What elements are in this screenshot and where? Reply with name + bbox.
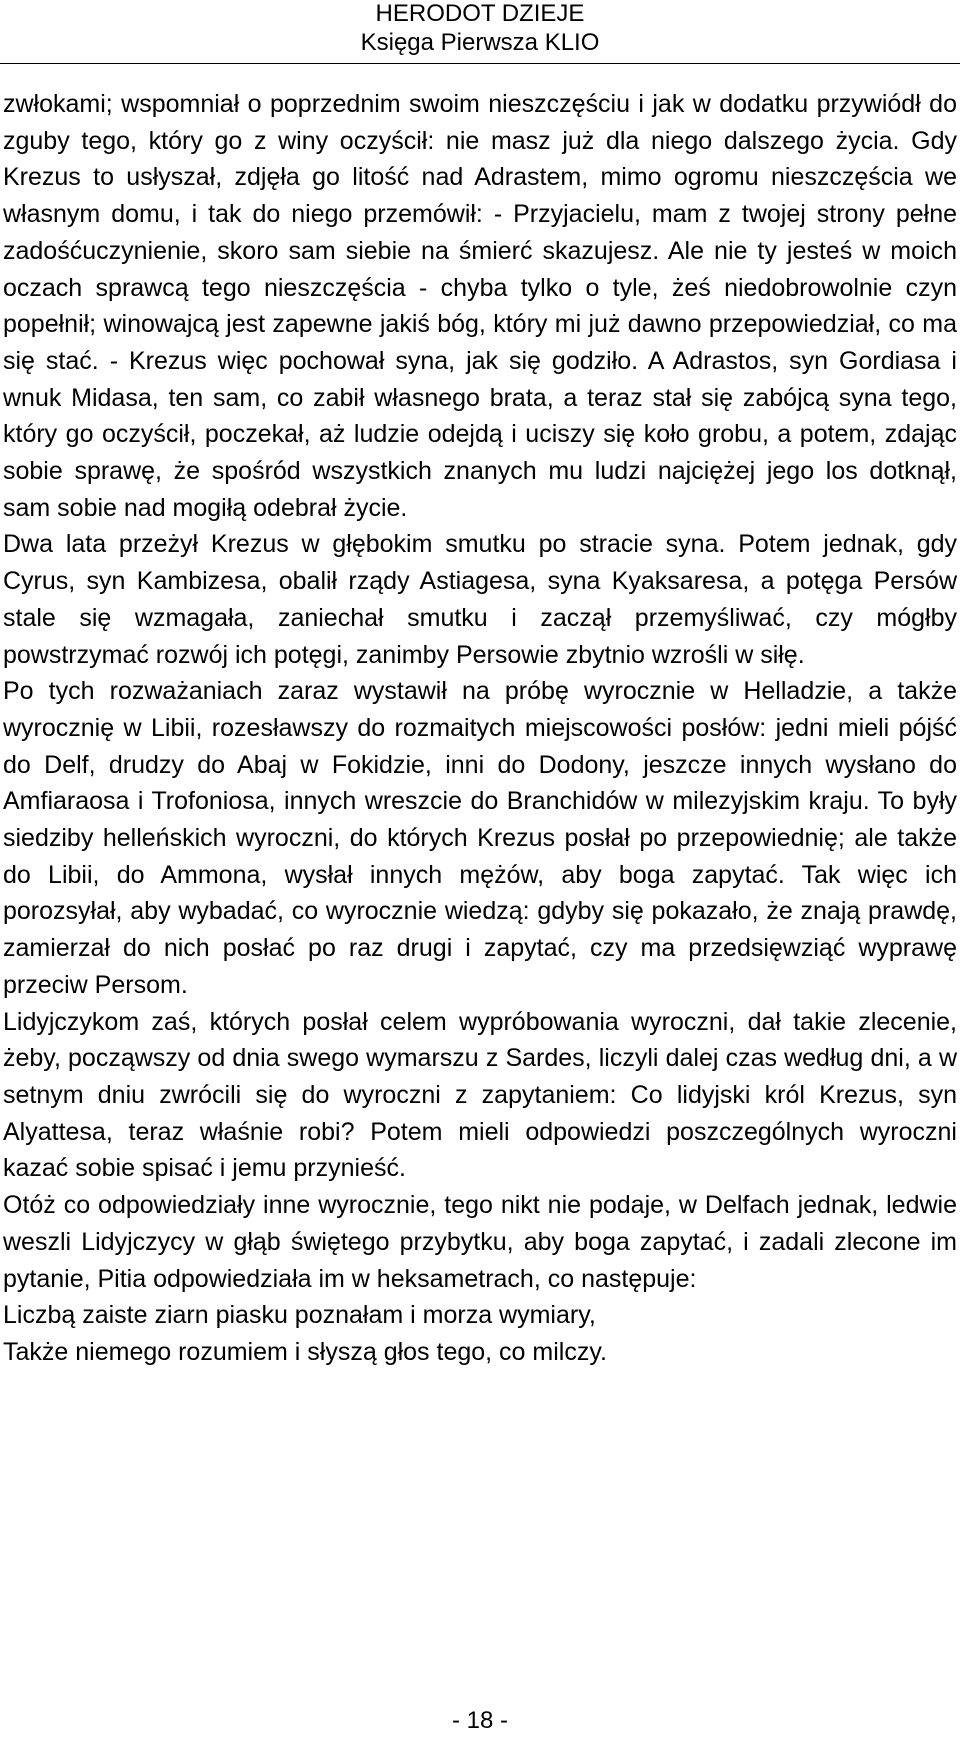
- book-title: HERODOT DZIEJE: [375, 0, 585, 27]
- book-subtitle: Księga Pierwsza KLIO: [360, 29, 600, 56]
- page-header: [0, 0, 960, 68]
- paragraph: Po tych rozważaniach zaraz wystawił na próbę wyrocznie w Helladzie, a także wyrocznię w Libii, rozesławszy do rozmaitych miejscowości posłów: jedni mieli pójść do Delf, drudzy do Abaj w Fokidzie, inni do Dodony, jeszcze innych wysłano do Amfiaraosa i Trofoniosa, innych wreszcie do Branchidów w milezyjskim kraju. To były siedziby helleńskich wyroczni, do których Krezus posłał po przepowiednię; ale także do Libii, do Ammona, wysłał innych mężów, aby boga zapytać. Tak więc ich porozsyłał, aby wybadać, co wyrocznie wiedzą: gdyby się pokazało, że znają prawdę, zamierzał do nich posłać po raz drugi i zapytać, czy ma przedsięwziąć wyprawę przeciw Persom.: [3, 677, 957, 999]
- paragraph: Lidyjczykom zaś, których posłał celem wypróbowania wyroczni, dał takie zlecenie, żeby, począwszy od dnia swego wymarszu z Sardes, liczyli dalej czas według dni, a w setnym dniu zwrócili się do wyroczni z zapytaniem: Co lidyjski król Krezus, syn Alyattesa, teraz właśnie robi? Potem mieli odpowiedzi poszczególnych wyroczni kazać sobie spisać i jemu przynieść.: [3, 1007, 957, 1183]
- verse-line: Liczbą zaiste ziarn piasku poznałam i morza wymiary,: [3, 1301, 596, 1330]
- verse-line: Także niemego rozumiem i słyszą głos tego, co milczy.: [3, 1337, 607, 1366]
- paragraph: Otóż co odpowiedziały inne wyrocznie, tego nikt nie podaje, w Delfach jednak, ledwie weszli Lidyjczycy w głąb świętego przybytku, aby boga zapytać, i zadali zlecone im pytanie, Pitia odpowiedziała im w heksametrach, co następuje:: [3, 1191, 957, 1293]
- header-divider: [0, 63, 960, 64]
- page-number: - 18 -: [451, 1707, 508, 1734]
- document-body: [3, 86, 957, 1371]
- paragraph: zwłokami; wspomniał o poprzednim swoim nieszczęściu i jak w dodatku przywiódł do zguby tego, który go z winy oczyścił: nie masz już dla niego dalszego życia. Gdy Krezus to usłyszał, zdjęła go litość nad Adrastem, mimo ogromu nieszczęścia we własnym domu, i tak do niego przemówił: - Przyjacielu, mam z twojej strony pełne zadośćuczynienie, skoro sam siebie na śmierć skazujesz. Ale nie ty jesteś w moich oczach sprawcą tego nieszczęścia - chyba tylko o tyle, żeś niedobrowolnie czyn popełnił; winowajcą jest zapewne jakiś bóg, który mi już dawno przepowiedział, co ma się stać. - Krezus więc pochował syna, jak się godziło. A Adrastos, syn Gordiasa i wnuk Midasa, ten sam, co zabił własnego brata, a teraz stał się zabójcą syna tego, który go oczyścił, poczekał, aż ludzie odejdą i uciszy się koło grobu, a potem, zdając sobie sprawę, że spośród wszystkich znanych mu ludzi najciężej jego los dotknął, sam sobie nad mogiłą odebrał życie.: [3, 90, 957, 522]
- paragraph: Dwa lata przeżył Krezus w głębokim smutku po stracie syna. Potem jednak, gdy Cyrus, syn Kambizesa, obalił rządy Astiagesa, syna Kyaksaresa, a potęga Persów stale się wzmagała, zaniechał smutku i zaczął przemyśliwać, czy mógłby powstrzymać rozwój ich potęgi, zanimby Persowie zbytnio wzrośli w siłę.: [3, 530, 957, 669]
